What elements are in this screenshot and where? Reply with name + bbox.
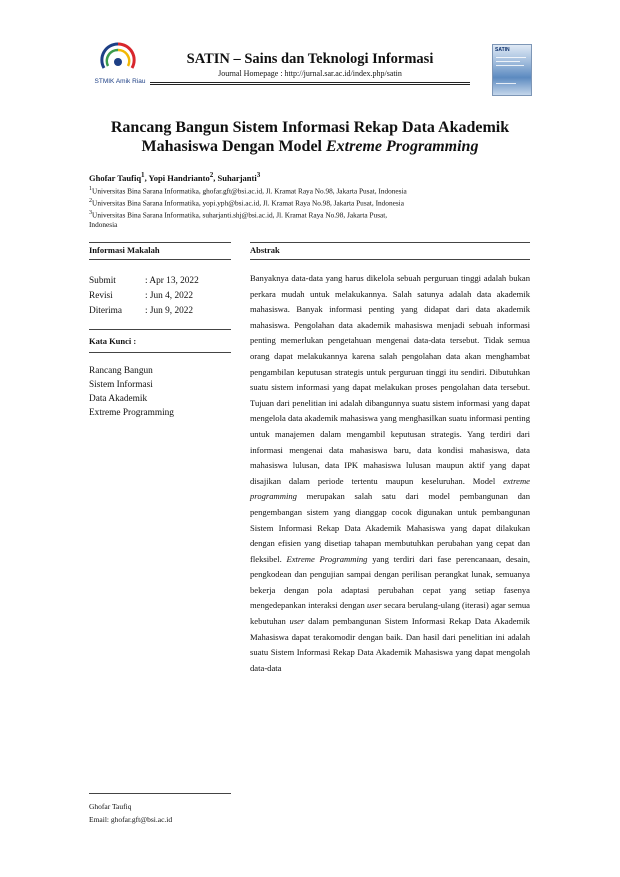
abstract-emphasis: user [367,600,382,611]
affiliation-text: Universitas Bina Sarana Informatika, yopi.yph@bsi.ac.id, Jl. Kramat Raya No.98, Jakarta Pusat, Indonesia [92,198,404,208]
affiliation [89,196,549,208]
abstract-text: merupakan salah satu dari model pembangunan dan pengembangan sistem yang dianggap cocok digunakan untuk pembangunan Sistem Informasi Rekap Data Akademik Mahasiswa yang dapat dilakukan dengan efisien yang disetiap tahapan membutuhkan perubahan yang cepat dan fleksibel. [250,491,530,564]
corresponding-author-email: Email: ghofar.gft@bsi.ac.id [89,815,173,824]
keywords-top-rule [89,329,231,330]
paper-title-line2-italic: Extreme Programming [326,138,479,155]
author-name: Yopi Handrianto [148,172,210,183]
abstract-heading: Abstrak [250,245,280,255]
institution-logo-label: STMIK Amik Riau [94,78,146,85]
journal-cover-thumbnail [492,44,532,96]
info-label: Diterima [89,306,123,316]
corresponding-author-name: Ghofar Taufiq [89,802,132,811]
affiliation [89,208,389,230]
keywords-bottom-rule [89,352,231,353]
info-bottom-rule [89,259,231,260]
info-value: : Apr 13, 2022 [145,276,199,286]
info-row-submit [89,276,199,286]
keyword-item: Rancang Bangun [89,366,153,376]
affiliation [89,184,549,196]
author-sup: 2 [209,171,214,179]
paper-title-line2-plain: Mahasiswa Dengan Model [141,138,326,155]
keyword-item: Sistem Informasi [89,380,153,390]
info-value: : Jun 9, 2022 [145,306,194,316]
journal-homepage: Journal Homepage : http://jurnal.sar.ac.id/index.php/satin [218,69,402,78]
author-list: Ghofar Taufiq$^1$, Yopi Handrianto$^2$, Suharjanti$^3$ [89,171,261,183]
abstract-body [250,271,530,676]
abstract-text: yang terdiri dari fase perencanaan, desain, pengkodean dan pengujian sampai dengan perilisan perangkat lunak, semuanya bekerja dengan pola adaptasi perubahan cepat yang setiap fasenya mengedepankan interaksi dengan [250,553,530,611]
footer-rule [89,793,231,794]
affiliation-text: Universitas Bina Sarana Informatika, suharjanti.shj@bsi.ac.id, Jl. Kramat Raya No.98, Jakarta Pusat, Indonesia [89,210,388,230]
abstract-text: dalam pembangunan Sistem Informasi Rekap Data Akademik Mahasiswa dapat terakomodir dengan baik. Dan hasil dari penelitian ini adalah suatu Sistem Informasi Rekap Data Akademik Mahasiswa yang dapat mengolah data-data [250,616,530,673]
abstract-text: secara berulang-ulang (iterasi) agar semua kebutuhan [250,600,530,627]
abstract-emphasis: user [289,616,305,627]
author-name: Ghofar Taufiq [89,172,142,183]
paper-title-line2 [60,137,560,156]
info-row-revisi [89,291,193,301]
info-value: : Jun 4, 2022 [145,291,194,301]
keyword-item: Extreme Programming [89,408,174,418]
header-rule [150,82,470,83]
paper-title [60,118,560,156]
affiliation-text: Universitas Bina Sarana Informatika, ghofar.gft@bsi.ac.id, Jl. Kramat Raya No.98, Jakarta Pusat, Indonesia [92,186,407,196]
abstract-text: Banyaknya data-data yang harus dikelola sebuah perguruan tinggi adalah bukan perkara mudah untuk melakukannya. Salah satunya adalah data akademik mahasiswa. Banyak informasi penting yang didapat dari data akademik mahasiswa. Pengolahan data akademik mahasiswa menjadi sebuah informasi penting memerlukan pengetahuan mengenai data-data tersebut. Tidak semua orang dapat melakukannya karena salah pengolahan data akan menghambat pengambilan keputusan strategis untuk perguruan tinggi itu sendiri. Dibutuhkan suatu sistem informasi yang dapat melakukan proses pengolahan data tersebut. Tujuan dari penelitian ini adalah dibangunnya suatu sistem informasi yang dapat mengelola data akademik mahasiswa yang menghasilkan suatu informasi penting untuk manajemen dalam mengambil keputusan strategis. Yang terdiri dari informasi mengenai data mahasiswa baru, data kondisi mahasiswa, data mahasiswa lulusan, data IPK mahasiswa lulusan maupun aktif yang dapat disajikan dalam periode tertentu maupun keseluruhan. Model [250,273,530,486]
abstract-top-rule [250,242,530,243]
author-name: Suharjanti [217,172,257,183]
journal-title: SATIN – Sains dan Teknologi Informasi [186,51,434,67]
paper-title-line1: Rancang Bangun Sistem Informasi Rekap Data Akademik [110,119,510,136]
affiliation-sup: 2 [89,198,93,204]
info-row-diterima [89,306,193,316]
info-top-rule [89,242,231,243]
abstract-emphasis: extreme programming [250,475,530,502]
article-info-heading: Informasi Makalah [89,245,160,255]
info-label: Revisi [89,291,113,301]
abstract-emphasis: Extreme Programming [286,553,368,564]
info-label: Submit [89,276,116,286]
logo-emblem-icon [94,38,142,78]
affiliation-sup: 3 [89,210,93,216]
affiliation-sup: 1 [89,186,93,192]
header-rule-thin [150,84,470,85]
author-sup: 3 [256,171,261,179]
institution-logo [88,38,148,100]
abstract-bottom-rule [250,259,530,260]
keyword-item: Data Akademik [89,394,148,404]
author-sup: 1 [141,171,145,179]
keywords-heading: Kata Kunci : [89,336,137,346]
journal-cover-label: SATIN [495,47,510,53]
